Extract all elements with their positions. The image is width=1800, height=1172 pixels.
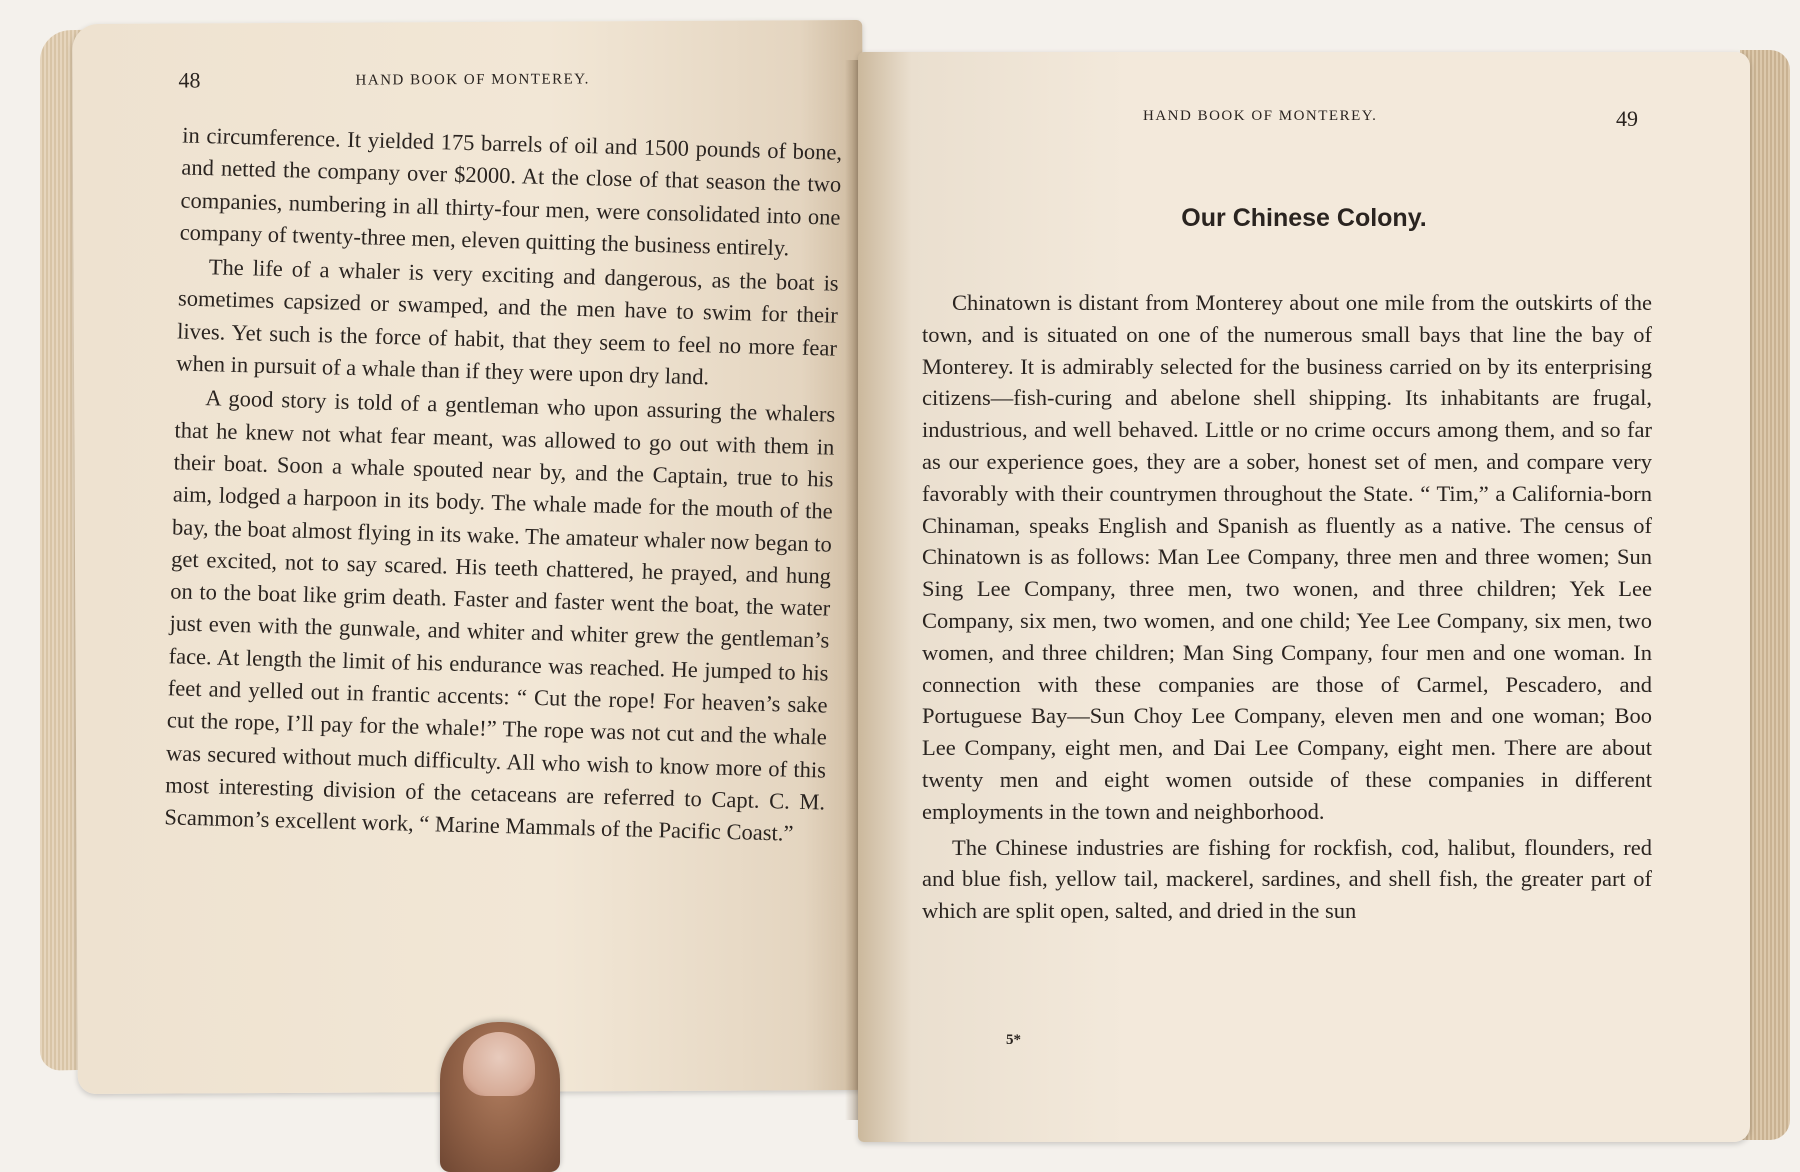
right-paragraph-2: The Chinese industries are fishing for rockfish, cod, halibut, flounders, red and blue fish, yellow tail, mackerel, sardines, and shell fish, the greater part of which are split open, salted, and dried in the sun <box>922 834 1652 924</box>
signature-mark: 5* <box>1006 1032 1021 1048</box>
left-page <box>72 20 868 1094</box>
right-page-number: 49 <box>1616 106 1638 131</box>
left-paragraph-2: The life of a whaler is very exciting and dangerous, as the boat is sometimes capsized or swamped, and the men have to swim for their lives. Yet such is the force of habit, that they seem to feel no more fear when in pursuit of a whale than if they were upon dry land. <box>176 254 839 390</box>
left-page-number: 48 <box>178 67 201 93</box>
left-paragraph-3: A good story is told of a gentleman who upon assuring the whalers that he knew not what fear meant, was allowed to go out with them in their boat. Soon a whale spouted near by, and the Captain, true to his aim, lodged a harpoon in its body. The whale made for the mouth of the bay, the boat almost flying in its wake. The amateur whaler now began to get excited, not to say scared. His teeth chattered, he prayed, and hung on to the boat like grim death. Faster and faster went the boat, the water just even with the gunwale, and whiter and whiter grew the gentleman’s face. At length the limit of his endurance was reached. He jumped to his feet and yelled out in frantic accents: “ Cut the rope! For heaven’s sake cut the rope, I’ll pay for the whale!” The rope was not cut and the whale was secured without much difficulty. All who wish to know more of this most interesting division of the cetaceans are referred to Capt. C. M. Scammon’s excellent work, “ Marine Mammals of the Pacific Coast.” <box>164 385 836 846</box>
left-paragraph-1: in circumference. It yielded 175 barrels of oil and 1500 pounds of bone, and netted the company over $2000. At the close of that season the two companies, numbering in all thirty-four men, were consolidated into one company of twenty-three men, eleven quitting the business entirely. <box>179 122 843 261</box>
left-page-body <box>164 119 842 851</box>
chapter-title: Our Chinese Colony. <box>1181 204 1427 232</box>
right-running-head: HAND BOOK OF MONTEREY. <box>1143 108 1378 124</box>
right-page <box>858 52 1750 1142</box>
thumb-nail <box>463 1032 535 1096</box>
right-page-body <box>922 287 1652 927</box>
right-paragraph-1: Chinatown is distant from Monterey about one mile from the outskirts of the town, and is situated on one of the numerous small bays that line the bay of Monterey. It is admirably selected for the business carried on by its enterprising citizens—fish-curing and abelone shell shipping. Its inhabitants are frugal, industrious, and well behaved. Little or no crime occurs among them, and so far as our experience goes, they are a sober, honest set of men, and compare very favorably with their countrymen throughout the State. “ Tim,” a California-born Chinaman, speaks English and Spanish as fluently as a native. The census of Chinatown is as follows: Man Lee Company, three men and three women; Sun Sing Lee Company, three men, two wonen, and three children; Yek Lee Company, six men, two women, and one child; Yee Lee Company, six men, two women, and three children; Man Sing Company, four men and one woman. In connection with these companies are those of Carmel, Pescadero, and Portuguese Bay—Sun Choy Lee Company, eleven men and one woman; Boo Lee Company, eight men, and Dai Lee Company, eight men. There are about twenty men and eight women outside of these companies in different employments in the town and neighborhood. <box>922 290 1652 824</box>
left-running-head: HAND BOOK OF MONTEREY. <box>355 71 590 89</box>
